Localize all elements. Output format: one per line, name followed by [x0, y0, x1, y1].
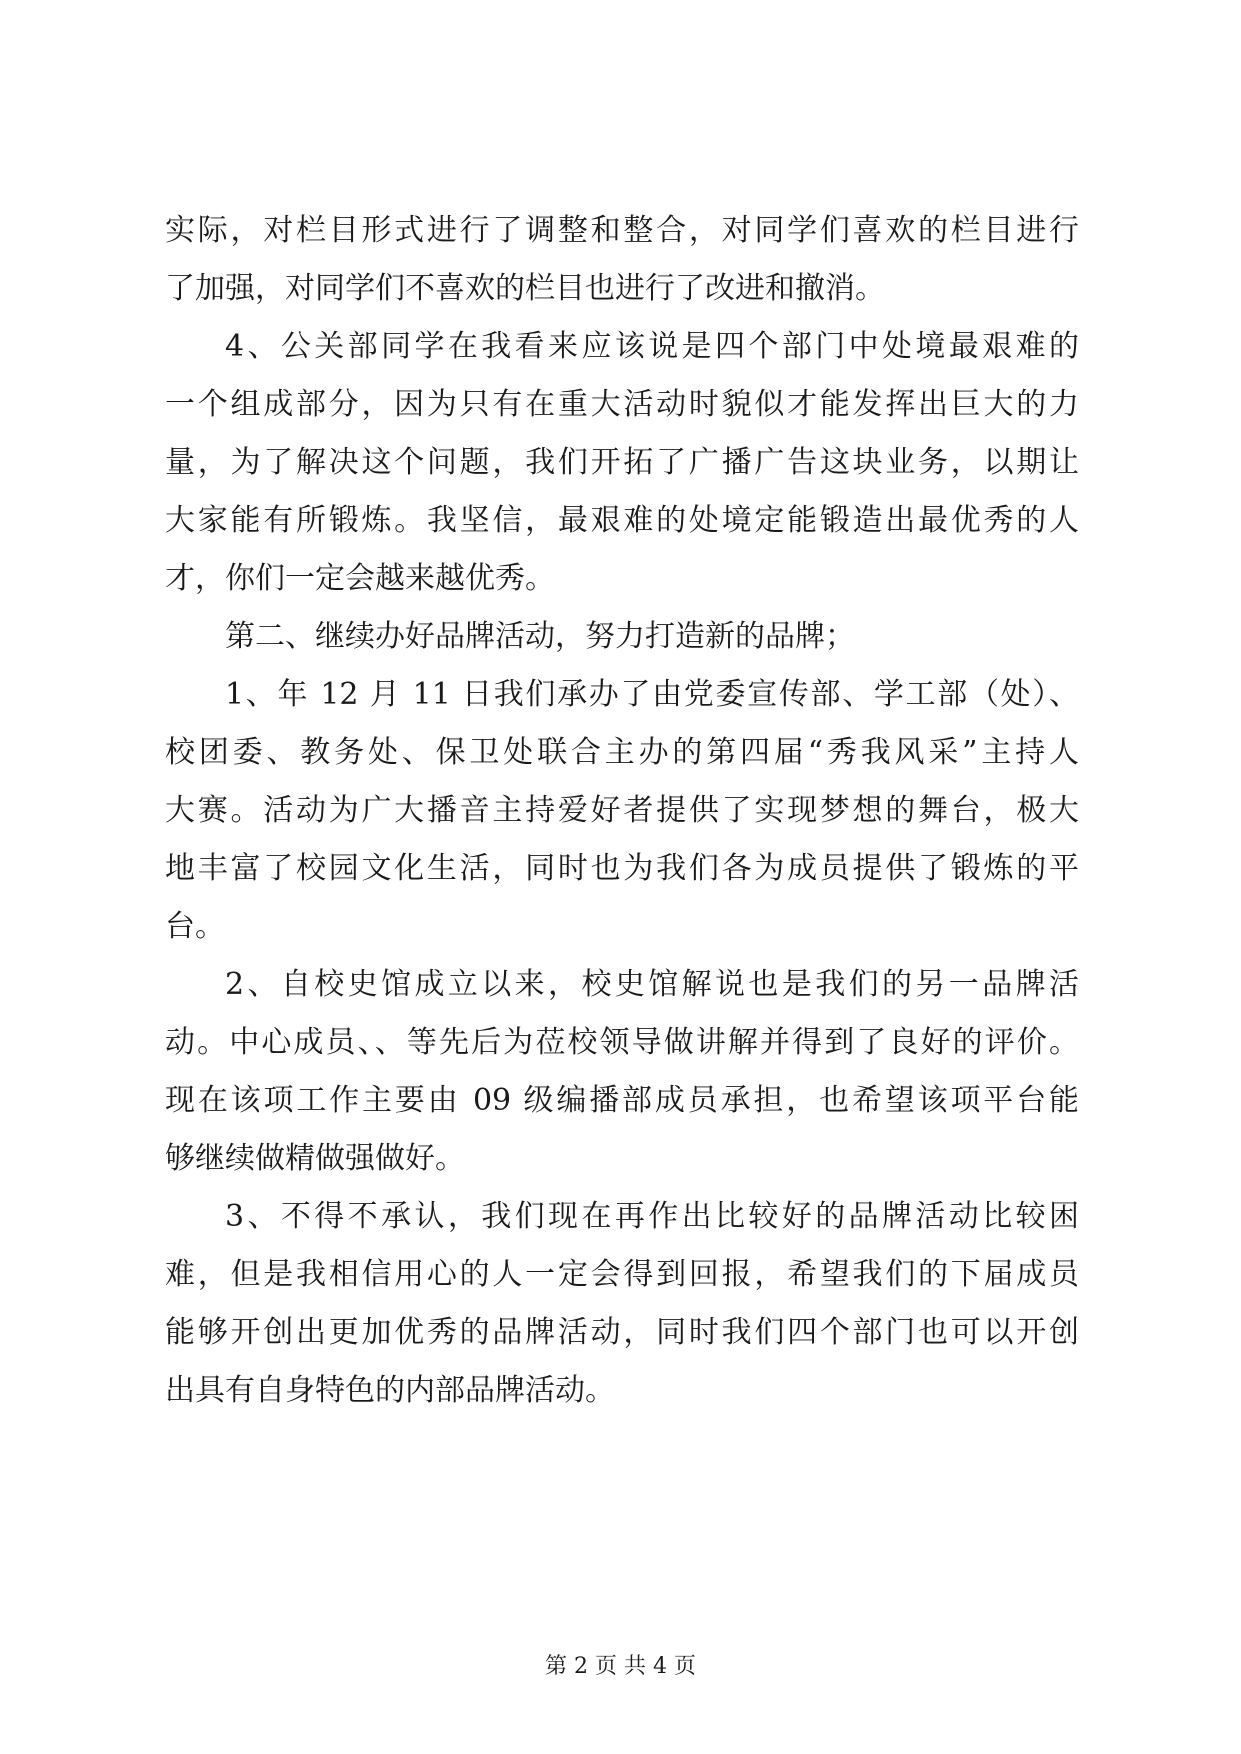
- text-line: 地丰富了校园文化生活，同时也为我们各为成员提供了锻炼的平: [165, 851, 1079, 886]
- text-line: 2、自校史馆成立以来，校史馆解说也是我们的另一品牌活: [225, 967, 1079, 1002]
- text-line: 1、年 12 月 11 日我们承办了由党委宣传部、学工部（处）、: [225, 677, 1079, 712]
- text-line: 够继续做精做强做好。: [165, 1141, 465, 1176]
- text-line: 难，但是我相信用心的人一定会得到回报，希望我们的下届成员: [165, 1257, 1079, 1292]
- page-number-footer: 第 2 页 共 4 页: [545, 1654, 696, 1679]
- text-line: 动。中心成员、、等先后为莅校领导做讲解并得到了良好的评价。: [165, 1025, 1079, 1060]
- text-line: 才，你们一定会越来越优秀。: [165, 561, 555, 596]
- text-line: 3、不得不承认，我们现在再作出比较好的品牌活动比较困: [225, 1199, 1079, 1234]
- text-line: 大家能有所锻炼。我坚信，最艰难的处境定能锻造出最优秀的人: [165, 503, 1079, 538]
- text-line: 量，为了解决这个问题，我们开拓了广播广告这块业务，以期让: [165, 445, 1079, 480]
- text-line: 现在该项工作主要由 09 级编播部成员承担，也希望该项平台能: [165, 1083, 1079, 1118]
- text-line: 大赛。活动为广大播音主持爱好者提供了实现梦想的舞台，极大: [165, 793, 1079, 828]
- text-line: 一个组成部分，因为只有在重大活动时貌似才能发挥出巨大的力: [165, 387, 1079, 422]
- text-line: 实际，对栏目形式进行了调整和整合，对同学们喜欢的栏目进行: [165, 213, 1079, 248]
- text-line: 4、公关部同学在我看来应该说是四个部门中处境最艰难的: [225, 329, 1079, 364]
- section-heading: 第二、继续办好品牌活动，努力打造新的品牌；: [225, 619, 855, 654]
- text-line: 校团委、教务处、保卫处联合主办的第四届“秀我风采”主持人: [165, 735, 1079, 770]
- text-line: 台。: [165, 909, 225, 944]
- text-line: 出具有自身特色的内部品牌活动。: [165, 1373, 615, 1408]
- text-line: 能够开创出更加优秀的品牌活动，同时我们四个部门也可以开创: [165, 1315, 1079, 1350]
- text-line: 了加强，对同学们不喜欢的栏目也进行了改进和撤消。: [165, 271, 885, 306]
